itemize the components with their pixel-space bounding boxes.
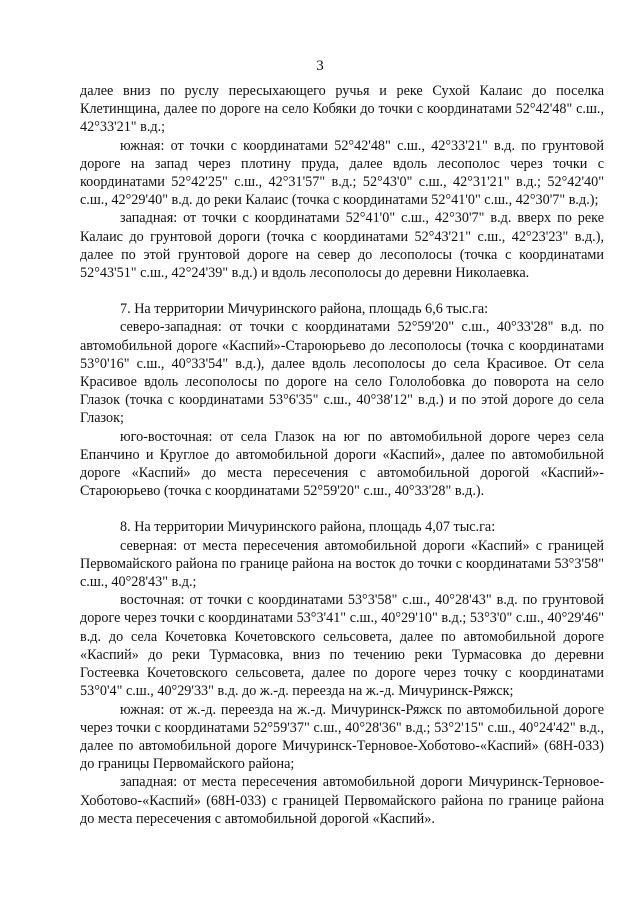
section-7-southeast-boundary: юго-восточная: от села Глазок на юг по автомобильной дороге через села Епанчино и Круглое до автомобильной дороги «Каспий», далее по автомобильной дороге «Каспий» до места пересечения с автомобильной дорогой «Каспий»-Староюрьево (точка с координатами 52°59'20" с.ш., 40°33'28" в.д.). [80,428,604,500]
section-7-title: 7. На территории Мичуринского района, площадь 6,6 тыс.га: [120,301,489,318]
page-number: 3 [316,58,324,74]
paragraph-kobyaki-route: далее вниз по руслу пересыхающего ручья и реке Сухой Калаис до поселка Клетинщина, далее по дороге на село Кобяки до точки с координатами 52°42'48" с.ш., 42°33'21" в.д.; [80,83,604,136]
document-body [80,82,604,828]
paragraph-west-boundary: западная: от точки с координатами 52°41'0" с.ш., 42°30'7" в.д. вверх по реке Калаис до грунтовой дороги (точка с координатами 52°43'21" с.ш., 42°23'23" в.д.), далее по этой грунтовой дороге на север до лесополосы (точка с координатами 52°43'51" с.ш., 42°24'39" в.д.) и вдоль лесополосы до деревни Николаевка. [80,210,604,282]
section-8-west-boundary: западная: от места пересечения автомобильной дороги Мичуринск-Терновое-Хоботово-«Каспий» (68Н-033) с границей Первомайского района по границе района до места пересечения с автомобильной дорогой «Каспий». [80,774,604,827]
section-8-title: 8. На территории Мичуринского района, площадь 4,07 тыс.га: [120,519,496,536]
paragraph-south-boundary: южная: от точки с координатами 52°42'48" с.ш., 42°33'21" в.д. по грунтовой дороге на запад через плотину пруда, далее вдоль лесополос через точки с координатами 52°42'25" с.ш., 42°31'57" в.д.; 52°43'0" с.ш., 42°31'21" в.д.; 52°42'40" с.ш., 42°29'40" в.д. до реки Калаис (точка с координатами 52°41'0" с.ш., 42°30'7" в.д.); [80,137,604,209]
section-8-north-boundary: северная: от места пересечения автомобильной дороги «Каспий» с границей Первомайского района по границе района на восток до точки с координатами 53°3'58" с.ш., 40°28'43" в.д.; [80,537,604,591]
section-8-east-boundary: восточная: от точки с координатами 53°3'58" с.ш., 40°28'43" в.д. по грунтовой дороге через точки с координатами 53°3'41" с.ш., 40°29'10" в.д.; 53°3'0" с.ш., 40°29'46" в.д. до села Кочетовка Кочетовского сельсовета, далее по автомобильной дороге «Каспий» до реки Турмасовка, вниз по течению реки Турмасовка до деревни Гостеевка Кочетовского сельсовета, далее по дороге через точку с координатами 53°0'4" с.ш., 40°29'33" в.д. до ж.-д. переезда на ж.-д. Мичуринск-Ряжск; [80,592,604,700]
section-8-south-boundary: южная: от ж.-д. переезда на ж.-д. Мичуринск-Ряжск по автомобильной дороге через точки с координатами 52°59'37" с.ш., 40°28'36" в.д.; 53°2'15" с.ш., 40°24'42" в.д., далее по автомобильной дороге Мичуринск-Терновое-Хоботово-«Каспий» (68Н-033) до границы Первомайского района; [80,701,604,773]
section-7-northwest-boundary: северо-западная: от точки с координатами 52°59'20" с.ш., 40°33'28" в.д. по автомобильной дороге «Каспий»-Староюрьево до лесополосы (точка с координатами 53°0'16" с.ш., 40°33'54" в.д.), далее вдоль лесополосы до села Красивое. От села Красивое вдоль лесополосы по дороге на село Гололобовка до поворота на село Глазок (точка с координатами 53°6'35" с.ш., 40°38'12" в.д.) и по этой дороге до села Глазок; [80,319,604,427]
